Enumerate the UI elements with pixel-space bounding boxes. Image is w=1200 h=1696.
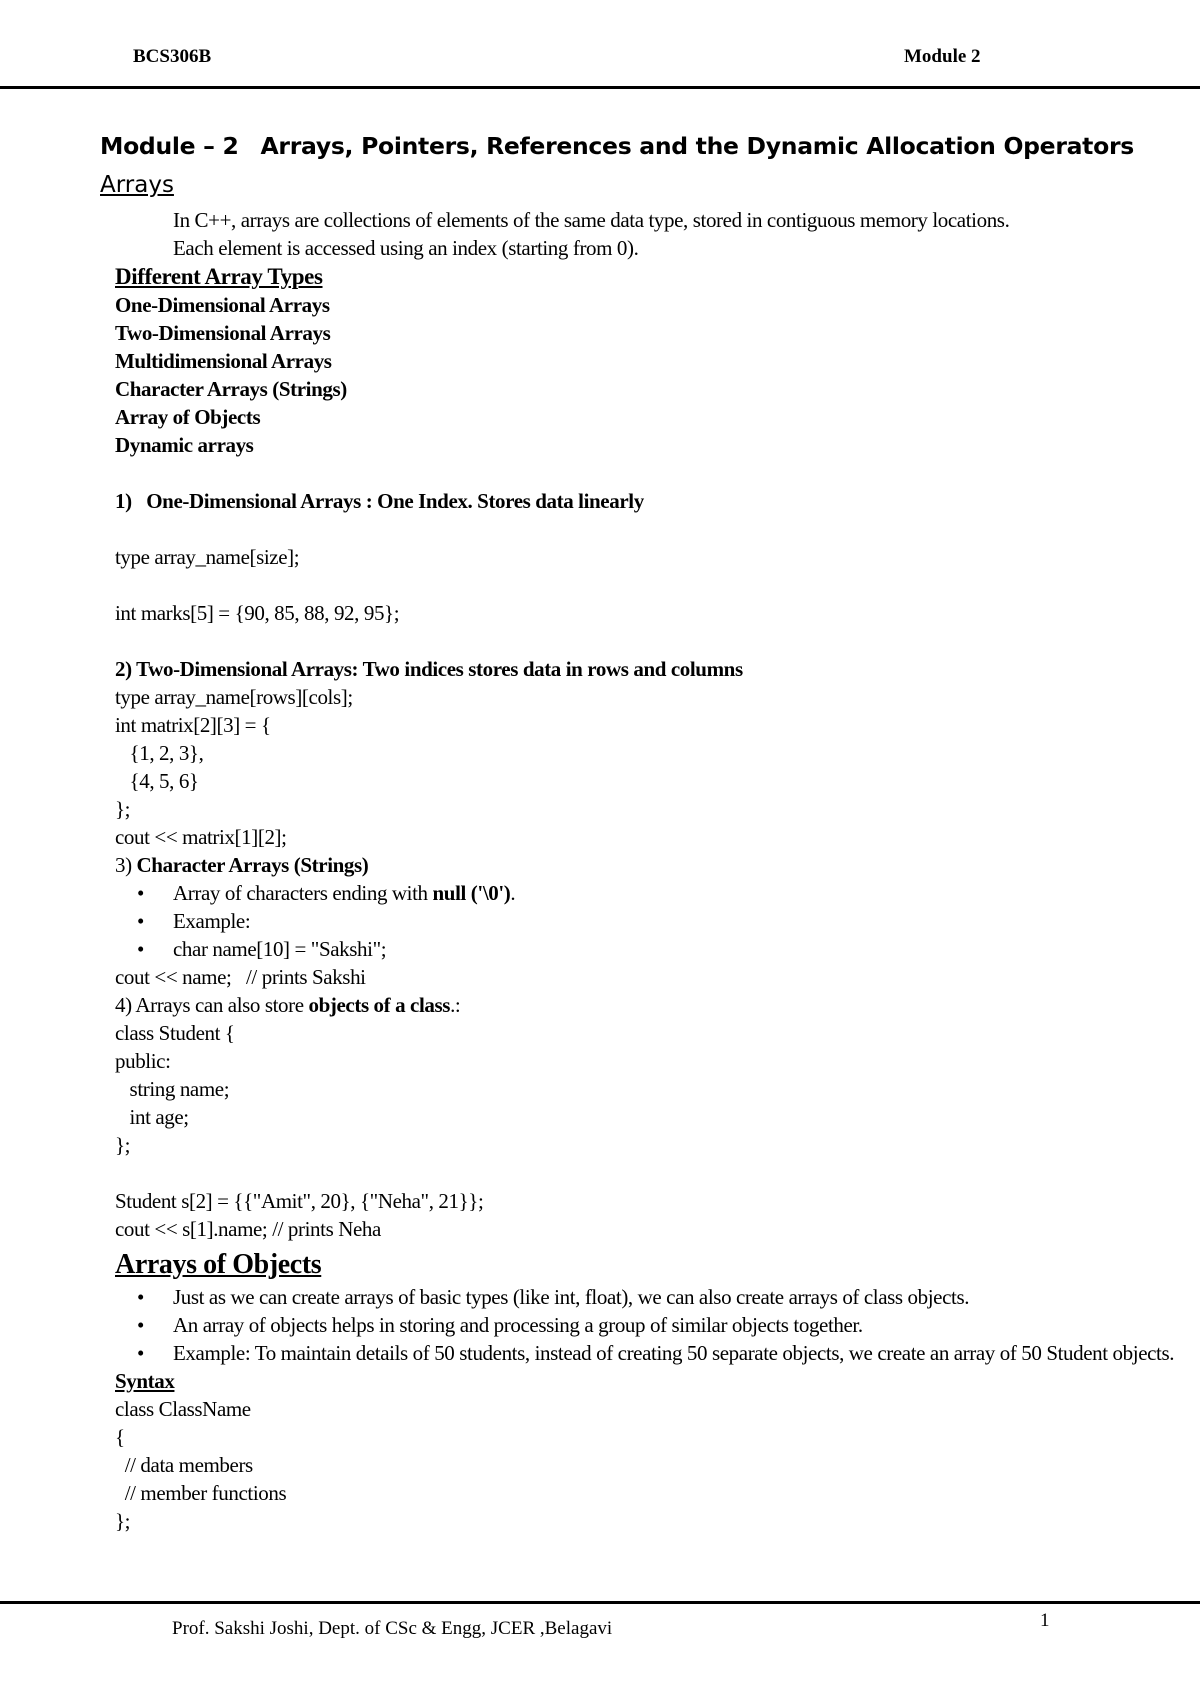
one-d-syntax: type array_name[size]; [115, 545, 300, 569]
code-line: // member functions [115, 1481, 287, 1505]
code-line: cout << s[1].name; // prints Neha [115, 1217, 381, 1241]
two-d-heading: 2) Two-Dimensional Arrays: Two indices stores data in rows and columns [115, 657, 743, 681]
one-d-heading: 1) One-Dimensional Arrays : One Index. Stores data linearly [115, 489, 644, 513]
array-types-heading: Different Array Types [115, 264, 323, 289]
code-line: string name; [115, 1077, 230, 1101]
header-course-code: BCS306B [133, 46, 212, 67]
title-topic: Arrays, Pointers, References and the Dynamic Allocation Operators [260, 132, 1134, 160]
intro-paragraph [173, 206, 1173, 262]
code-line: { [115, 1425, 125, 1449]
header-module: Module 2 [904, 46, 981, 67]
array-type-item: One-Dimensional Arrays [115, 293, 330, 317]
array-type-item: Two-Dimensional Arrays [115, 321, 331, 345]
one-d-example: int marks[5] = {90, 85, 88, 92, 95}; [115, 601, 400, 625]
intro-line: In C++, arrays are collections of elements of the same data type, stored in contiguous memory locations. [173, 208, 1010, 232]
arrays-heading: Arrays [100, 172, 174, 198]
code-line: }; [115, 797, 131, 821]
code-line: type array_name[rows][cols]; [115, 685, 353, 709]
footer-author: Prof. Sakshi Joshi, Dept. of CSc & Engg, JCER ,Belagavi [172, 1618, 613, 1639]
code-line: public: [115, 1049, 171, 1073]
page-title [100, 132, 1134, 160]
title-module: Module – 2 [100, 132, 239, 160]
footer-rule [0, 1601, 1200, 1604]
code-line: // data members [115, 1453, 253, 1477]
bullet-item: • Example: To maintain details of 50 students, instead of creating 50 separate objects, we create an array of 50 Student objects. [115, 1339, 1135, 1367]
code-line: {1, 2, 3}, [115, 741, 204, 765]
bullet-item: • char name[10] = "Sakshi"; [115, 935, 1135, 963]
bullet-item: • Array of characters ending with null ('\0'). [115, 879, 1135, 907]
code-line: class ClassName [115, 1397, 251, 1421]
code-line: }; [115, 1509, 131, 1533]
header-rule [0, 86, 1200, 89]
document-body [115, 263, 1175, 1535]
code-line: }; [115, 1133, 131, 1157]
char-arrays-heading: 3) Character Arrays (Strings) [115, 853, 369, 877]
array-type-item: Array of Objects [115, 405, 261, 429]
array-type-item: Multidimensional Arrays [115, 349, 332, 373]
code-line: {4, 5, 6} [115, 769, 199, 793]
code-line: cout << name; // prints Sakshi [115, 965, 366, 989]
syntax-heading: Syntax [115, 1369, 175, 1393]
bullet-item: • Just as we can create arrays of basic types (like int, float), we can also create arrays of class objects. [115, 1283, 1135, 1311]
array-type-item: Character Arrays (Strings) [115, 377, 347, 401]
intro-line: Each element is accessed using an index (starting from 0). [173, 236, 639, 260]
bullet-item: • An array of objects helps in storing and processing a group of similar objects together. [115, 1311, 1135, 1339]
code-line: cout << matrix[1][2]; [115, 825, 287, 849]
arrays-of-objects-heading: Arrays of Objects [115, 1249, 322, 1280]
code-line: int age; [115, 1105, 189, 1129]
code-line: Student s[2] = {{"Amit", 20}, {"Neha", 21}}; [115, 1189, 484, 1213]
array-type-item: Dynamic arrays [115, 433, 254, 457]
page-number: 1 [1040, 1610, 1050, 1631]
code-line: int matrix[2][3] = { [115, 713, 271, 737]
objects-intro: 4) Arrays can also store objects of a class.: [115, 993, 461, 1017]
bullet-item: • Example: [115, 907, 1135, 935]
code-line: class Student { [115, 1021, 235, 1045]
